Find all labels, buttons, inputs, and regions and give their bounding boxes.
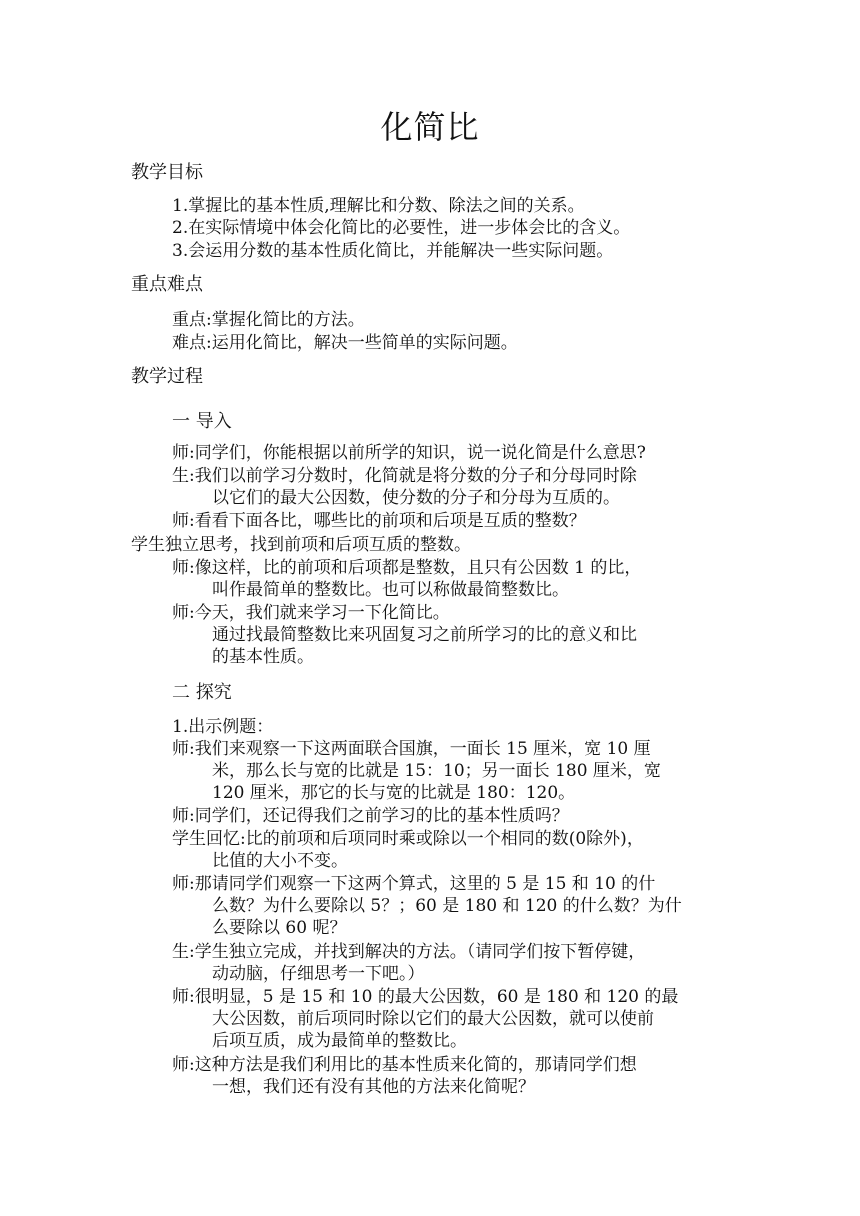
speaker-label: 师: [172,511,195,531]
example-label: 1.出示例题： [172,717,274,737]
speaker-label: 师: [172,806,195,826]
section-heading-explore: 二 探究 [172,682,232,703]
dialogue-text: 120 厘米，那它的长与宽的比就是 180：120。 [212,783,576,803]
dialogue-text: 师:像这样，比的前项和后项都是整数，且只有公因数 1 的比， [172,558,642,578]
speaker-label: 师: [172,739,195,759]
dialogue-text: 大公因数，前后项同时除以它们的最大公因数，就可以使前 [212,1009,654,1029]
dialogue-text: 师:今天，我们就来学习一下化简比。 [172,603,450,623]
dialogue-line [172,465,742,509]
dialogue-text: 师:很明显，5 是 15 和 10 的最大公因数，60 是 180 和 120 的最 [172,987,679,1007]
section-heading-intro: 一 导入 [172,411,232,432]
dialogue-text: 学生独立思考，找到前项和后项互质的整数。 [131,535,471,555]
document-title: 化简比 [380,108,480,146]
dialogue-text: 师:那请同学们观察一下这两个算式，这里的 5 是 15 和 10 的什 [172,874,656,894]
goal-item-2: 2.在实际情境中体会化简比的必要性，进一步体会比的含义。 [172,218,631,238]
speaker-label: 师: [172,558,195,578]
dialogue-text: 师:看看下面各比，哪些比的前项和后项是互质的整数？ [172,511,586,531]
speaker-label: 师: [172,443,195,463]
speaker-label: 师: [172,987,195,1007]
dialogue-text: 米，那么长与宽的比就是 15：10；另一面长 180 厘米，宽 [212,761,661,781]
dialogue-line [131,534,701,556]
speaker-label: 生: [172,942,195,962]
dialogue-text: 么要除以 60 呢？ [212,918,347,938]
dialogue-text: 比值的大小不变。 [212,851,348,871]
goal-item-3: 3.会运用分数的基本性质化简比，并能解决一些实际问题。 [172,241,614,261]
dialogue-text: 师:同学们，你能根据以前所学的知识，说一说化简是什么意思? [172,443,646,463]
speaker-label: 师: [172,603,195,623]
dialogue-line [172,873,742,939]
dialogue-text: 么数？为什么要除以 5？；60 是 180 和 120 的什么数？为什 [212,896,682,916]
speaker-label: 生: [172,466,195,486]
dialogue-text: 生:学生独立完成，并找到解决的方法。（请同学们按下暂停键， [172,942,646,962]
speaker-label: 学生回忆: [172,829,246,849]
speaker-label: 师: [172,1055,195,1075]
dialogue-text: 以它们的最大公因数，使分数的分子和分母为互质的。 [212,488,620,508]
dialogue-text: 师:这种方法是我们利用比的基本性质来化简的，那请同学们想 [172,1055,637,1075]
dialogue-line [172,510,742,532]
dialogue-text: 师:同学们，还记得我们之前学习的比的基本性质吗？ [172,806,569,826]
dialogue-text: 叫作最简单的整数比。也可以称做最简整数比。 [212,580,569,600]
goal-item-1: 1.掌握比的基本性质,理解比和分数、除法之间的关系。 [172,196,585,216]
speaker-label: 师: [172,874,195,894]
key-point-item: 重点:掌握化简比的方法。 [172,310,365,330]
heading-key-points: 重点难点 [131,274,203,295]
dialogue-text: 通过找最简整数比来巩固复习之前所学习的比的意义和比 [212,625,637,645]
dialogue-line [172,986,742,1052]
dialogue-line [172,602,742,668]
difficult-point-item: 难点:运用化简比，解决一些简单的实际问题。 [172,333,518,353]
dialogue-text: 生:我们以前学习分数时，化简就是将分数的分子和分母同时除 [172,466,637,486]
dialogue-text: 师:我们来观察一下这两面联合国旗，一面长 15 厘米，宽 10 厘 [172,739,651,759]
dialogue-line [172,941,742,985]
dialogue-text: 后项互质，成为最简单的整数比。 [212,1031,467,1051]
dialogue-text: 的基本性质。 [212,647,314,667]
dialogue-text: 学生回忆:比的前项和后项同时乘或除以一个相同的数(0除外)， [172,829,644,849]
dialogue-line [172,442,742,464]
dialogue-text: 动动脑，仔细思考一下吧。） [212,964,425,984]
dialogue-line [172,828,742,872]
heading-teaching-process: 教学过程 [131,366,203,387]
dialogue-line [172,805,742,827]
heading-teaching-goals: 教学目标 [131,162,203,183]
dialogue-line [172,1054,742,1098]
dialogue-line [172,557,742,601]
dialogue-text: 一想，我们还有没有其他的方法来化简呢？ [212,1077,535,1097]
dialogue-line [172,738,742,804]
